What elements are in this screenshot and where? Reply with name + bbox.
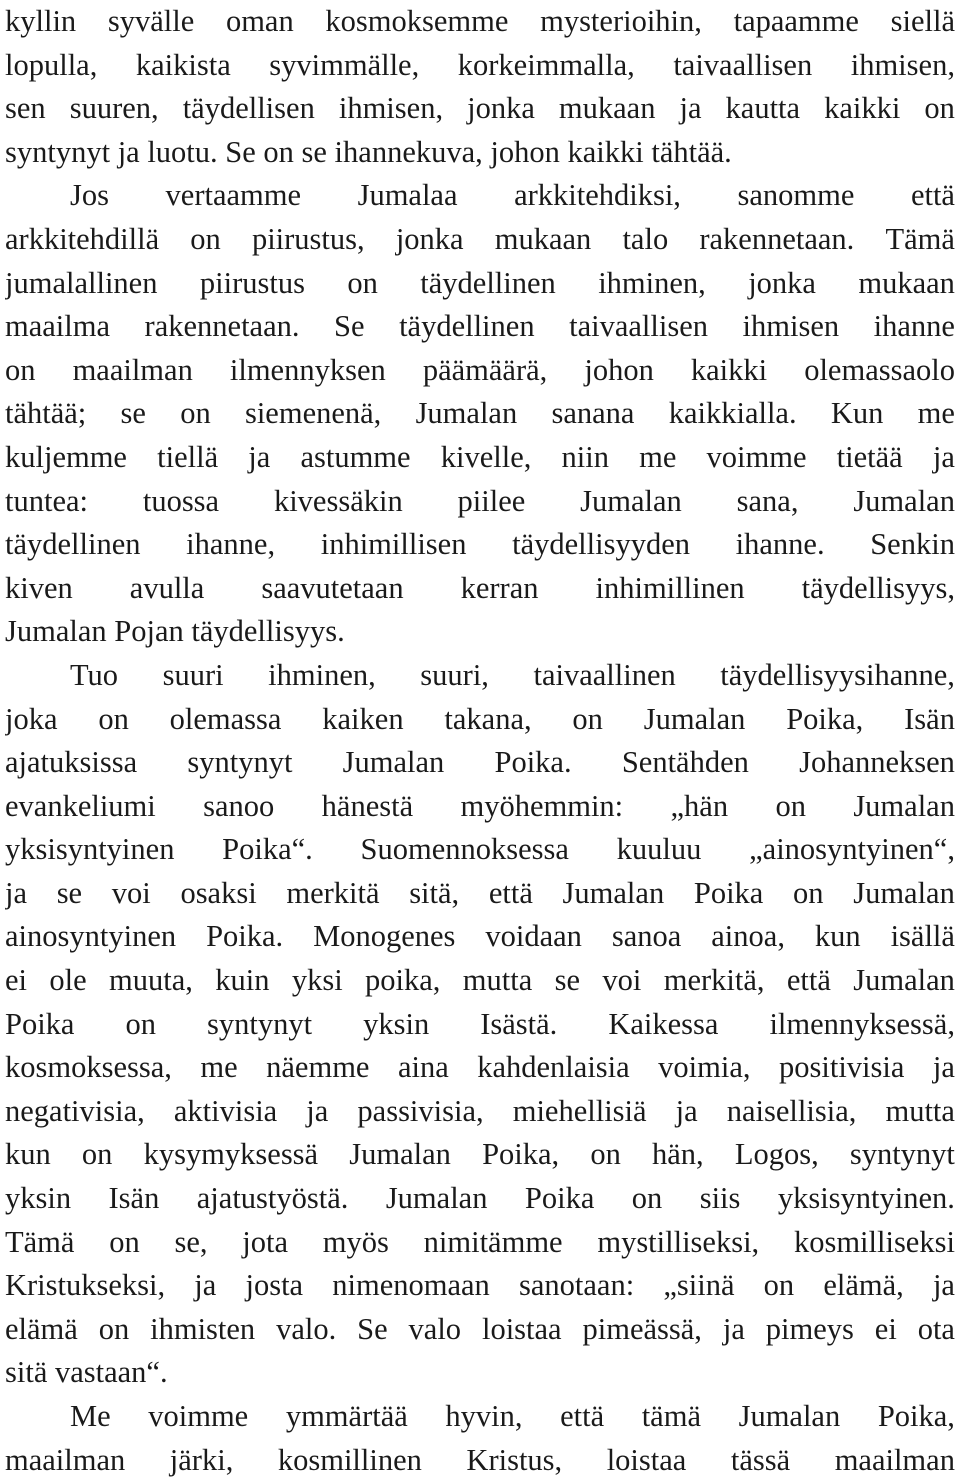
- word: Isän: [108, 1181, 160, 1216]
- word: on: [347, 265, 378, 300]
- word: Jumalan: [385, 1181, 488, 1216]
- word: mukaan: [558, 91, 656, 126]
- word: Suomennoksessa: [360, 832, 569, 867]
- word: ja: [932, 1268, 955, 1303]
- word: maailman: [834, 1442, 955, 1477]
- word: Poika,: [786, 701, 864, 736]
- word: pimeässä,: [582, 1311, 702, 1346]
- word: josta: [245, 1268, 304, 1303]
- word: Poika.: [206, 919, 284, 954]
- word: kaikista: [135, 47, 231, 82]
- word: „hän: [670, 788, 729, 823]
- word: maailman: [72, 352, 193, 387]
- word: tuntea:: [5, 483, 88, 518]
- word: sana,: [736, 483, 799, 518]
- word: johon: [584, 352, 654, 387]
- word: sitä,: [409, 875, 460, 910]
- word: päämäärä,: [422, 352, 548, 387]
- word: täydellinen: [420, 265, 556, 300]
- word: kysymyksessä: [143, 1137, 319, 1172]
- text-line: [5, 0, 955, 44]
- word: Tämä: [885, 221, 955, 256]
- word: avulla: [129, 570, 205, 605]
- word: taivaallinen: [533, 657, 676, 692]
- word: piilee: [457, 483, 526, 518]
- word: evankeliumi: [5, 788, 156, 823]
- text-line: [5, 872, 955, 916]
- paragraph: [5, 0, 955, 174]
- text-line: [5, 349, 955, 393]
- word: kun: [814, 919, 861, 954]
- word: ei: [5, 963, 28, 998]
- word: on: [190, 221, 221, 256]
- text-line: [5, 523, 955, 567]
- word: Jumalan: [342, 745, 445, 780]
- word: Jumalan: [738, 1399, 841, 1433]
- word: on: [180, 396, 211, 431]
- word: ja: [932, 439, 955, 474]
- word: korkeimmalla,: [457, 47, 635, 82]
- text-line: [5, 174, 955, 218]
- word: muuta,: [109, 963, 193, 998]
- word: ja: [679, 91, 702, 126]
- word: maailma: [5, 309, 111, 344]
- word: Poika,: [482, 1137, 560, 1172]
- word: osaksi: [180, 875, 257, 910]
- text-line: [5, 1439, 955, 1482]
- word: syntynyt: [207, 1006, 313, 1041]
- word: lopulla,: [5, 47, 98, 82]
- word: taivaallisen: [569, 309, 708, 344]
- text-line: [5, 1221, 955, 1265]
- word: jonka: [748, 265, 816, 300]
- word: kiven: [5, 570, 73, 605]
- word: näemme: [266, 1050, 370, 1085]
- word: sanoo: [203, 788, 275, 823]
- word: mukaan: [494, 221, 592, 256]
- word: talo: [622, 221, 669, 256]
- word: kivelle,: [440, 439, 532, 474]
- word: sanana: [551, 396, 635, 431]
- word: täydellisyysihanne,: [720, 657, 955, 692]
- word: se,: [174, 1224, 208, 1259]
- word: Isästä.: [480, 1006, 558, 1041]
- word: ihmisen: [742, 309, 840, 344]
- word: jonka: [467, 91, 535, 126]
- word: että: [910, 178, 955, 213]
- word: taivaallisen: [673, 47, 813, 82]
- word: kaikki: [824, 91, 901, 126]
- word: täydellisyyden: [512, 527, 690, 562]
- word: merkitä,: [663, 963, 765, 998]
- word: poika,: [365, 963, 441, 998]
- word: tapaamme: [733, 4, 859, 38]
- word: inhimillinen: [595, 570, 745, 605]
- text-line: [5, 828, 955, 872]
- word: on: [631, 1181, 663, 1216]
- word: ja: [5, 875, 28, 910]
- word: Sentähden: [621, 745, 749, 780]
- text-line: [5, 392, 955, 436]
- word: sen: [5, 91, 46, 126]
- word: niin: [561, 439, 609, 474]
- word: kaikki: [690, 352, 768, 387]
- word: on: [5, 352, 36, 387]
- word: myös: [322, 1224, 389, 1259]
- word: Kristukseksi,: [5, 1268, 166, 1303]
- word: syntynyt: [187, 745, 293, 780]
- word: mysterioihin,: [540, 4, 702, 38]
- text-line: [5, 741, 955, 785]
- word: Jos: [70, 178, 109, 213]
- word: tässä: [730, 1442, 791, 1477]
- word: Me: [70, 1399, 111, 1433]
- word: yksin: [363, 1006, 430, 1041]
- word: ihminen,: [268, 657, 376, 692]
- word: että: [786, 963, 831, 998]
- word: Senkin: [870, 527, 955, 562]
- word: että: [488, 875, 533, 910]
- word: olemassa: [169, 701, 282, 736]
- word: Se: [357, 1311, 388, 1346]
- word: kahdenlaisia: [477, 1050, 630, 1085]
- word: ymmärtää: [285, 1399, 408, 1433]
- word: ja: [248, 439, 271, 474]
- word: ajatuksissa: [5, 745, 138, 780]
- word: elämä,: [823, 1268, 904, 1303]
- word: on: [793, 875, 824, 910]
- word: Poika.: [494, 745, 572, 780]
- word: Poika: [693, 875, 764, 910]
- word: täydellinen: [5, 527, 141, 562]
- word: sanoa: [611, 919, 682, 954]
- word: on: [98, 1311, 130, 1346]
- word: me: [917, 396, 955, 431]
- word: siis: [699, 1181, 741, 1216]
- word: Poika,: [877, 1399, 955, 1433]
- word: arkkitehdillä: [5, 221, 160, 256]
- word: on: [775, 788, 806, 823]
- text-line: [5, 1090, 955, 1134]
- word: täydellisen: [182, 91, 315, 126]
- word: positivisia: [779, 1050, 905, 1085]
- word: kaikkialla.: [668, 396, 797, 431]
- word: tiellä: [157, 439, 219, 474]
- word: sanomme: [737, 178, 855, 213]
- word: rakennetaan.: [699, 221, 855, 256]
- word: ihanne: [873, 309, 955, 344]
- word: on: [98, 701, 129, 736]
- word: Poika: [524, 1181, 595, 1216]
- word: Johanneksen: [799, 745, 955, 780]
- word: aina: [397, 1050, 449, 1085]
- text-line: [5, 87, 955, 131]
- word: täydellisyys,: [801, 570, 955, 605]
- word: isällä: [890, 919, 955, 954]
- word: järki,: [169, 1442, 234, 1477]
- word: loistaa: [606, 1442, 687, 1477]
- word: miehellisiä: [512, 1093, 647, 1128]
- text-line: [5, 698, 955, 742]
- word: voimme: [706, 439, 807, 474]
- text-line: [5, 262, 955, 306]
- word: tähtää;: [5, 396, 87, 431]
- word: Jumalan: [562, 875, 665, 910]
- word: tämä: [641, 1399, 701, 1433]
- word: negativisia,: [5, 1093, 145, 1128]
- word: on: [109, 1224, 140, 1259]
- word: Jumalan: [853, 788, 955, 823]
- text-line: [5, 1395, 955, 1439]
- word: myöhemmin:: [460, 788, 624, 823]
- text-line: [5, 44, 955, 88]
- word: yksin: [5, 1181, 72, 1216]
- word: vertaamme: [165, 178, 302, 213]
- word: piirustus: [199, 265, 305, 300]
- word: passivisia,: [357, 1093, 484, 1128]
- word: voi: [111, 875, 151, 910]
- word: syntynyt: [849, 1137, 955, 1172]
- paragraph: [5, 174, 955, 654]
- word: Jumalan: [349, 1137, 451, 1172]
- word: aktivisia: [173, 1093, 278, 1128]
- word: Jumalan: [853, 483, 955, 518]
- text-line: [5, 959, 955, 1003]
- word: joka: [5, 701, 58, 736]
- word: maailman: [5, 1442, 126, 1477]
- text-line: [5, 915, 955, 959]
- word: Logos,: [734, 1137, 819, 1172]
- text-line: Jumalan Pojan täydellisyys.: [5, 614, 345, 649]
- document-body: [5, 0, 955, 1482]
- word: Kun: [830, 396, 884, 431]
- text-line: [5, 654, 955, 698]
- word: jota: [242, 1224, 289, 1259]
- word: pimeys: [765, 1311, 854, 1346]
- word: ei: [874, 1311, 897, 1346]
- word: kuin: [215, 963, 270, 998]
- text-line: [5, 1177, 955, 1221]
- text-line: [5, 785, 955, 829]
- word: Jumalan: [853, 963, 955, 998]
- word: voimme: [148, 1399, 249, 1433]
- word: valo.: [276, 1311, 337, 1346]
- word: kautta: [725, 91, 801, 126]
- word: Jumalaa: [357, 178, 458, 213]
- word: täydellinen: [399, 309, 535, 344]
- word: naisellisia,: [726, 1093, 857, 1128]
- word: Kristus,: [466, 1442, 563, 1477]
- word: siemenenä,: [244, 396, 382, 431]
- word: se: [554, 963, 581, 998]
- word: nimenomaan: [332, 1268, 490, 1303]
- word: Se: [334, 309, 365, 344]
- word: hyvin,: [445, 1399, 523, 1433]
- word: suuri,: [420, 657, 489, 692]
- text-line: [5, 480, 955, 524]
- word: ihminen,: [598, 265, 706, 300]
- word: „siinä: [663, 1268, 735, 1303]
- word: on: [924, 91, 955, 126]
- word: kosmoksemme: [325, 4, 509, 38]
- word: kosmillinen: [277, 1442, 422, 1477]
- word: ja: [194, 1268, 217, 1303]
- word: voidaan: [485, 919, 582, 954]
- word: merkitä: [286, 875, 380, 910]
- word: Poika: [5, 1006, 75, 1041]
- word: kerran: [460, 570, 539, 605]
- word: Tuo: [70, 657, 119, 692]
- word: sanotaan:: [518, 1268, 635, 1303]
- word: siellä: [890, 4, 955, 38]
- word: Isän: [904, 701, 955, 736]
- word: kyllin: [5, 4, 77, 38]
- word: valo: [408, 1311, 462, 1346]
- word: Poika“.: [222, 832, 313, 867]
- word: saavutetaan: [261, 570, 404, 605]
- word: kun: [5, 1137, 51, 1172]
- text-line: [5, 436, 955, 480]
- word: suuren,: [69, 91, 159, 126]
- word: tietää: [836, 439, 903, 474]
- word: rakennetaan.: [144, 309, 300, 344]
- word: Tämä: [5, 1224, 75, 1259]
- word: loistaa: [481, 1311, 562, 1346]
- word: suuri: [162, 657, 224, 692]
- word: ihmisten: [150, 1311, 256, 1346]
- word: se: [120, 396, 146, 431]
- word: ajatustyöstä.: [196, 1181, 349, 1216]
- word: jonka: [395, 221, 464, 256]
- word: syvimmälle,: [269, 47, 420, 82]
- word: jumalallinen: [5, 265, 158, 300]
- text-line: [5, 1308, 955, 1352]
- text-line: [5, 567, 955, 611]
- document-page: [5, 0, 955, 1482]
- word: yksisyntyinen.: [777, 1181, 955, 1216]
- word: me: [639, 439, 677, 474]
- word: Monogenes: [313, 919, 456, 954]
- word: ilmennyksen: [229, 352, 386, 387]
- word: oman: [225, 4, 294, 38]
- word: ihmisen,: [338, 91, 444, 126]
- word: ota: [917, 1311, 955, 1346]
- word: kuljemme: [5, 439, 127, 474]
- word: Jumalan: [415, 396, 518, 431]
- word: tuossa: [142, 483, 220, 518]
- text-line: [5, 1046, 955, 1090]
- word: olemassaolo: [804, 352, 955, 387]
- word: mukaan: [858, 265, 955, 300]
- word: ja: [932, 1050, 955, 1085]
- word: kaiken: [322, 701, 404, 736]
- word: mutta: [462, 963, 533, 998]
- word: on: [81, 1137, 113, 1172]
- word: kosmilliseksi: [793, 1224, 955, 1259]
- text-line: [5, 1264, 955, 1308]
- text-line: sitä vastaan“.: [5, 1355, 168, 1390]
- text-line: syntynyt ja luotu. Se on se ihannekuva, johon kaikki tähtää.: [5, 134, 732, 169]
- word: takana,: [444, 701, 532, 736]
- word: ainosyntyinen: [5, 919, 177, 954]
- word: ihanne,: [186, 527, 276, 562]
- paragraph: [5, 654, 955, 1395]
- word: yksi: [291, 963, 343, 998]
- word: on: [572, 701, 603, 736]
- word: hänestä: [321, 788, 414, 823]
- word: ja: [722, 1311, 745, 1346]
- word: hän,: [651, 1137, 704, 1172]
- word: ja: [306, 1093, 329, 1128]
- word: yksisyntyinen: [5, 832, 175, 867]
- word: se: [56, 875, 83, 910]
- word: syvälle: [107, 4, 195, 38]
- word: „ainosyntyinen“,: [749, 832, 955, 867]
- word: inhimillisen: [320, 527, 467, 562]
- word: kivessäkin: [273, 483, 403, 518]
- word: on: [590, 1137, 621, 1172]
- text-line: [5, 305, 955, 349]
- paragraph: [5, 1395, 955, 1482]
- word: mutta: [885, 1093, 955, 1128]
- word: että: [560, 1399, 605, 1433]
- word: kosmoksessa,: [5, 1050, 172, 1085]
- word: Jumalan: [853, 875, 955, 910]
- word: ihmisen,: [850, 47, 955, 82]
- word: elämä: [5, 1311, 78, 1346]
- text-line: [5, 218, 955, 262]
- text-line: [5, 1003, 955, 1047]
- word: ihanne.: [735, 527, 825, 562]
- word: on: [125, 1006, 156, 1041]
- word: piirustus,: [251, 221, 365, 256]
- word: nimitämme: [423, 1224, 563, 1259]
- text-line: [5, 1133, 955, 1177]
- word: Jumalan: [580, 483, 682, 518]
- word: astumme: [300, 439, 411, 474]
- word: me: [200, 1050, 238, 1085]
- word: arkkitehdiksi,: [514, 178, 681, 213]
- word: voimia,: [658, 1050, 751, 1085]
- word: on: [763, 1268, 795, 1303]
- word: Kaikessa: [608, 1006, 719, 1041]
- word: ja: [675, 1093, 698, 1128]
- word: ilmennyksessä,: [769, 1006, 955, 1041]
- word: kuuluu: [616, 832, 702, 867]
- word: Jumalan: [643, 701, 746, 736]
- word: ole: [49, 963, 87, 998]
- word: voi: [602, 963, 642, 998]
- word: mystilliseksi,: [597, 1224, 760, 1259]
- word: ainoa,: [711, 919, 785, 954]
